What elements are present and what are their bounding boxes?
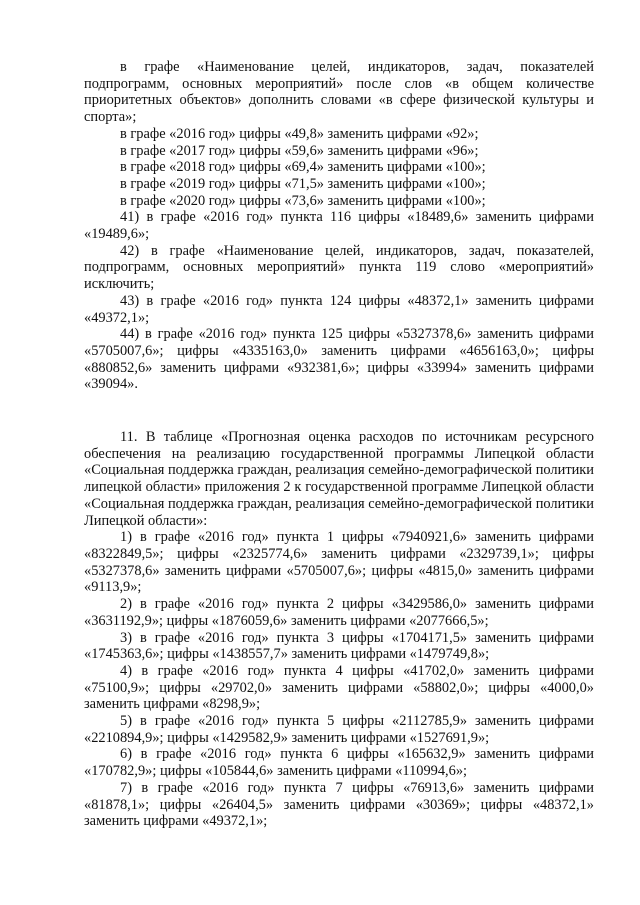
paragraph-top-9: 43) в графе «2016 год» пункта 124 цифры «48372,1» заменить цифрами «49372,1»; [84,292,594,326]
paragraph-top-3: в графе «2017 год» цифры «59,6» заменить цифрами «96»; [120,142,479,159]
paragraph-bottom-4: 3) в графе «2016 год» пункта 3 цифры «1704171,5» заменить цифрами «1745363,6»; цифры «1438557,7» заменить цифрами «1479749,8»; [84,629,594,663]
paragraph-bottom-2: 1) в графе «2016 год» пункта 1 цифры «7940921,6» заменить цифрами «8322849,5»; цифры «2325774,6» заменить цифрами «2329739,1»; цифры «5327378,6» заменить цифрами «5705007,6»; цифры «4815,0» заменить цифрами «9113,9»; [84,529,594,596]
paragraph-top-6: в графе «2020 год» цифры «73,6» заменить цифрами «100»; [120,192,486,209]
paragraph-top-7: 41) в графе «2016 год» пункта 116 цифры «18489,6» заменить цифрами «19489,6»; [84,209,594,243]
paragraph-top-1: в графе «Наименование целей, индикаторов, задач, показателей подпрограмм, основных мероприятий» после слов «в общем количестве приоритетных объектов» дополнить словами «в сфере физической культуры и спорта»; [84,59,594,126]
paragraph-bottom-5: 4) в графе «2016 год» пункта 4 цифры «41702,0» заменить цифрами «75100,9»; цифры «29702,0» заменить цифрами «58802,0»; цифры «4000,0» заменить цифрами «8298,9»; [84,662,594,713]
paragraph-bottom-6: 5) в графе «2016 год» пункта 5 цифры «2112785,9» заменить цифрами «2210894,9»; цифры «1429582,9» заменить цифрами «1527691,9»; [84,713,594,746]
document-page [84,59,594,830]
paragraph-top-5: в графе «2019 год» цифры «71,5» заменить цифрами «100»; [120,175,486,192]
paragraph-top-8: 42) в графе «Наименование целей, индикаторов, задач, показателей, подпрограмм, основных мероприятий» пункта 119 слово «мероприятий» исключить; [84,242,594,293]
paragraph-top-10: 44) в графе «2016 год» пункта 125 цифры «5327378,6» заменить цифрами «5705007,6»; цифры «4335163,0» заменить цифрами «4656163,0»; цифры «880852,6» заменить цифрами «932381,6»; цифры «33994» заменить цифрами «39094». [84,326,594,393]
section-gap [84,393,594,429]
paragraph-bottom-1: 11. В таблице «Прогнозная оценка расходов по источникам ресурсного обеспечения на реализацию государственной программы Липецкой области «Социальная поддержка граждан, реализация семейно-демографической политики липецкой области» приложения 2 к государственной программе Липецкой области «Социальная поддержка граждан, реализация семейно-демографической политики Липецкой области»: [84,429,594,529]
paragraph-top-2: в графе «2016 год» цифры «49,8» заменить цифрами «92»; [120,125,479,142]
paragraph-top-4: в графе «2018 год» цифры «69,4» заменить цифрами «100»; [120,159,486,176]
paragraph-bottom-7: 6) в графе «2016 год» пункта 6 цифры «165632,9» заменить цифрами «170782,9»; цифры «105844,6» заменить цифрами «110994,6»; [84,746,594,780]
paragraph-bottom-8: 7) в графе «2016 год» пункта 7 цифры «76913,6» заменить цифрами «81878,1»; цифры «26404,5» заменить цифрами «30369»; цифры «48372,1» заменить цифрами «49372,1»; [84,779,594,830]
paragraph-bottom-3: 2) в графе «2016 год» пункта 2 цифры «3429586,0» заменить цифрами «3631192,9»; цифры «1876059,6» заменить цифрами «2077666,5»; [84,596,594,629]
